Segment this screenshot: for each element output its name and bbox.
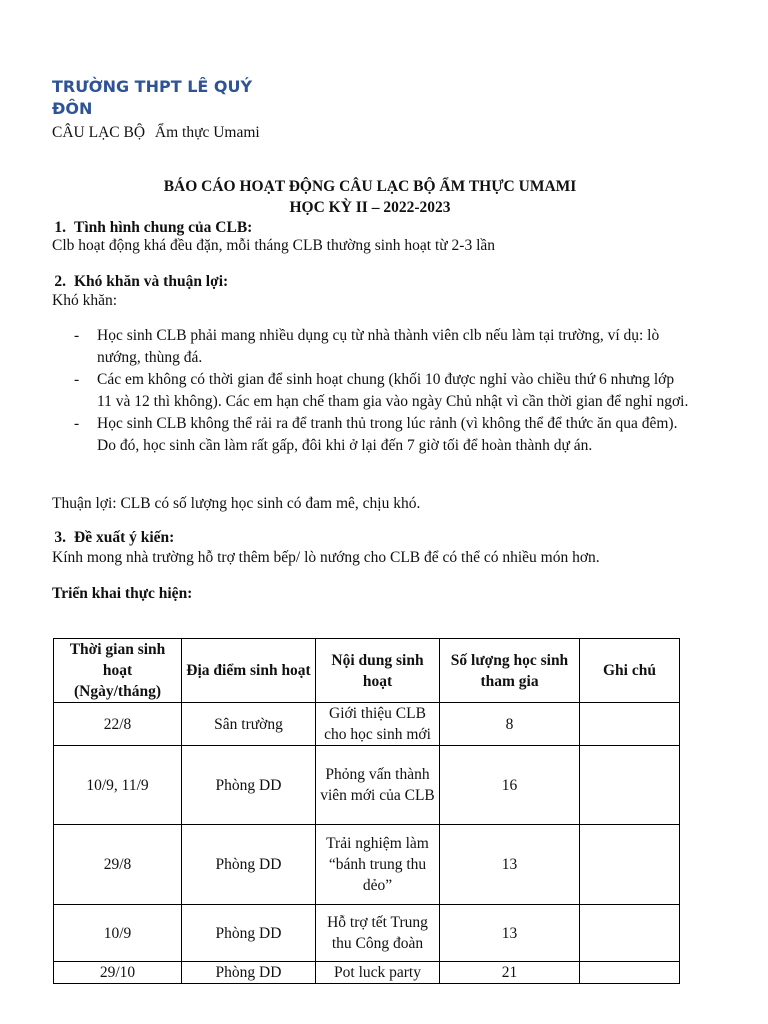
- section-text-1: Clb hoạt động khá đều đặn, mỗi tháng CLB thường sinh hoạt từ 2-3 lần: [52, 237, 496, 254]
- section-heading-3: [44, 529, 174, 547]
- table-cell: 10/9, 11/9: [54, 746, 182, 825]
- school-name: TRƯỜNG THPT LÊ QUÝ ĐÔN: [52, 77, 253, 118]
- club-name: Ẩm thực Umami: [154, 124, 260, 141]
- difficulties-label: Khó khăn:: [52, 292, 118, 309]
- section-heading-2: [44, 273, 228, 291]
- section-title: Đề xuất ý kiến:: [74, 529, 175, 546]
- table-cell: 8: [440, 703, 580, 746]
- implementation-heading: Triển khai thực hiện:: [52, 585, 193, 602]
- section-number: 1.: [54, 219, 66, 236]
- table-cell: Sân trường: [182, 703, 316, 746]
- section-heading-1: [44, 219, 252, 237]
- bullet-marker: -: [74, 327, 80, 344]
- table-row: [54, 825, 680, 905]
- table-cell: [580, 905, 680, 962]
- table-cell: Trải nghiệm làm “bánh trung thu dẻo”: [316, 825, 440, 905]
- table-cell: Phòng DD: [182, 746, 316, 825]
- table-cell: 29/10: [54, 962, 182, 984]
- table-cell: Phòng DD: [182, 825, 316, 905]
- table-header-row: [54, 639, 680, 703]
- table-row: [54, 905, 680, 962]
- list-item-text: Học sinh CLB phải mang nhiều dụng cụ từ nhà thành viên clb nếu làm tại trường, ví dụ: lò nướng, thùng đá.: [97, 327, 660, 366]
- table-cell: Hỗ trợ tết Trung thu Công đoàn: [316, 905, 440, 962]
- section-number: 3.: [54, 529, 66, 546]
- report-title: BÁO CÁO HOẠT ĐỘNG CÂU LẠC BỘ ẨM THỰC UMAMI: [163, 178, 577, 195]
- table-cell: [580, 825, 680, 905]
- list-item: [52, 413, 692, 457]
- table-cell: Giới thiệu CLB cho học sinh mới: [316, 703, 440, 746]
- section-title: Khó khăn và thuận lợi:: [74, 273, 229, 290]
- bullet-marker: -: [74, 371, 80, 388]
- list-item-text: Học sinh CLB không thể rải ra để tranh thủ trong lúc rảnh (vì không thể để thức ăn qua đêm). Do đó, học sinh cần làm rất gấp, đôi khi ở lại đến 7 giờ tối để hoàn thành dự án.: [97, 415, 678, 454]
- table-cell: 22/8: [54, 703, 182, 746]
- table-row: [54, 746, 680, 825]
- table-cell: Phỏng vấn thành viên mới của CLB: [316, 746, 440, 825]
- list-item: [52, 369, 692, 413]
- column-header: Số lượng học sinh tham gia: [440, 639, 580, 703]
- column-header: Thời gian sinh hoạt (Ngày/tháng): [54, 639, 182, 703]
- table-cell: 16: [440, 746, 580, 825]
- table-cell: 13: [440, 905, 580, 962]
- table-cell: [580, 962, 680, 984]
- report-semester: HỌC KỲ II – 2022-2023: [289, 199, 451, 216]
- section-number: 2.: [54, 273, 66, 290]
- table-cell: 10/9: [54, 905, 182, 962]
- list-item: [52, 325, 692, 369]
- table-cell: Pot luck party: [316, 962, 440, 984]
- column-header: Địa điểm sinh hoạt: [182, 639, 316, 703]
- table-cell: 21: [440, 962, 580, 984]
- table-cell: 29/8: [54, 825, 182, 905]
- activity-table: [53, 638, 680, 984]
- table-cell: Phòng DD: [182, 905, 316, 962]
- club-prefix: CÂU LẠC BỘ: [52, 124, 146, 141]
- table-cell: Phòng DD: [182, 962, 316, 984]
- difficulties-list: [52, 325, 692, 457]
- table-cell: 13: [440, 825, 580, 905]
- club-line: [52, 124, 260, 142]
- table-cell: [580, 703, 680, 746]
- table-row: [54, 703, 680, 746]
- column-header: Ghi chú: [580, 639, 680, 703]
- bullet-marker: -: [74, 415, 80, 432]
- table-row: [54, 962, 680, 984]
- column-header: Nội dung sinh hoạt: [316, 639, 440, 703]
- advantages-text: Thuận lợi: CLB có số lượng học sinh có đam mê, chịu khó.: [52, 495, 421, 512]
- section-text-3: Kính mong nhà trường hỗ trợ thêm bếp/ lò nướng cho CLB để có thể có nhiều món hơn.: [52, 549, 600, 566]
- list-item-text: Các em không có thời gian để sinh hoạt chung (khối 10 được nghỉ vào chiều thứ 6 nhưng lớp 11 và 12 thì không). Các em hạn chế tham gia vào ngày Chủ nhật vì cần thời gian để nghỉ ngơi.: [97, 371, 689, 410]
- table-cell: [580, 746, 680, 825]
- section-title: Tình hình chung của CLB:: [74, 219, 253, 236]
